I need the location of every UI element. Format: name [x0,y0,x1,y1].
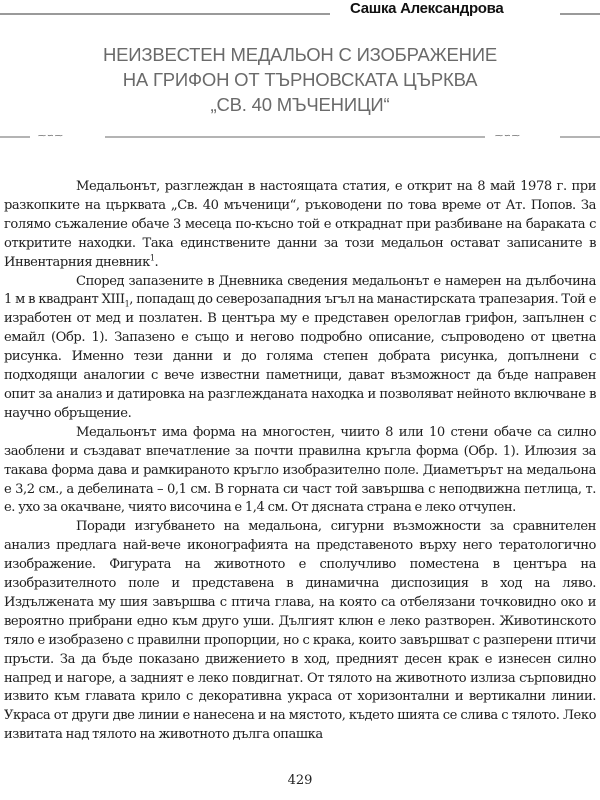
paragraph: Медальонът, разглеждан в настоящата статия, е открит на 8 май 1978 г. при разкопките на църквата „Св. 40 мъченици“, ръководени по това време от Ат. Попов. За голямо съжаление обаче 3 месеца по-късно той е откраднат при разбиване на бараката с откритите находки. Така единствените данни за този медальон остават записаните в Инвентарния дневник$^1$. [4,179,596,270]
ornament-icon: ⁓∽⁓ [38,131,64,140]
article-title [0,42,600,117]
page-number: 429 [287,773,313,788]
subscript: 1 [124,300,130,310]
separator-rule [105,136,485,138]
author-name: Сашка Александрова [350,0,504,17]
title-line-2: НА ГРИФОН ОТ ТЪРНОВСКАТА ЦЪРКВА [122,69,478,90]
header-rule-right [560,13,600,15]
header-rule-left [0,13,330,15]
running-header [0,0,600,24]
footnote-marker[interactable]: 1 [149,253,155,263]
paragraph: Поради изгубването на медальона, сигурни възможности за сравнителен анализ предлага най-вече иконографията на представеното върху него тератологично изображение. Фигурата на животното е сполучливо поместена в центъра на изобразителното поле и представена в динамична диспозиция в ход на ляво. Издължената му шия завършва с птича глава, на която са отбелязани точковидно око и вероятно прибрани едно към друго уши. Дългият клюн е леко разтворен. Животинското тяло е изобразено с правилни пропорции, но с крака, които завършват с разперени птичи пръсти. За да бъде показано движението в ход, предният десен крак е изнесен силно напред и нагоре, а задният е леко повдигнат. От тялото на животното излиза сърповидно извито към главата крило с декоративна украса от хоризонтални и вертикални линии. Украса от други две линии е нанесена и на мястото, където шията се слива с тялото. Леко извитата над тялото на животното дълга опашка [4,519,596,743]
title-line-1: НЕИЗВЕСТЕН МЕДАЛЬОН С ИЗОБРАЖЕНИЕ [102,44,498,65]
title-line-3: „СВ. 40 МЪЧЕНИЦИ“ [210,94,390,115]
ornament-icon: ⁓∽⁓ [495,131,521,140]
article-body [4,178,596,745]
paragraph: Медальонът има форма на многостен, чиито 8 или 10 стени обаче са силно заоблени и създават впечатление за почти правилна кръгла форма (Обр. 1). Илюзия за такава форма дава и рамкираното кръгло изобразително поле. Диаметърът на медальона е 3,2 см., а дебелината – 0,1 см. В горната си част той завършва с неподвижна петлица, т. е. ухо за окачване, чиято височина е 1,4 см. От дясната страна е леко отчупен. [4,424,596,516]
title-separator [0,133,600,143]
separator-rule [560,136,600,138]
separator-rule [0,136,30,138]
paragraph: Според запазените в Дневника сведения медальонът е намерен на дълбочина 1 м в квадрант $XIII_1$, попадащ до северозападния ъгъл на манастирската трапезария. Той е изработен от мед и позлатен. В центъра му е представен орелоглав грифон, запълнен с емайл (Обр. 1). Запазено е също и негово подробно описание, съпроводено от цветна рисунка. Именно тези данни и до голяма степен добрата рисунка, допълнени с подходящи аналогии с вече известни паметници, дават възможност да бъде направен опит за анализ и датировка на разглежданата находка и позволяват нейното включване в научно обръщение. [4,273,596,421]
